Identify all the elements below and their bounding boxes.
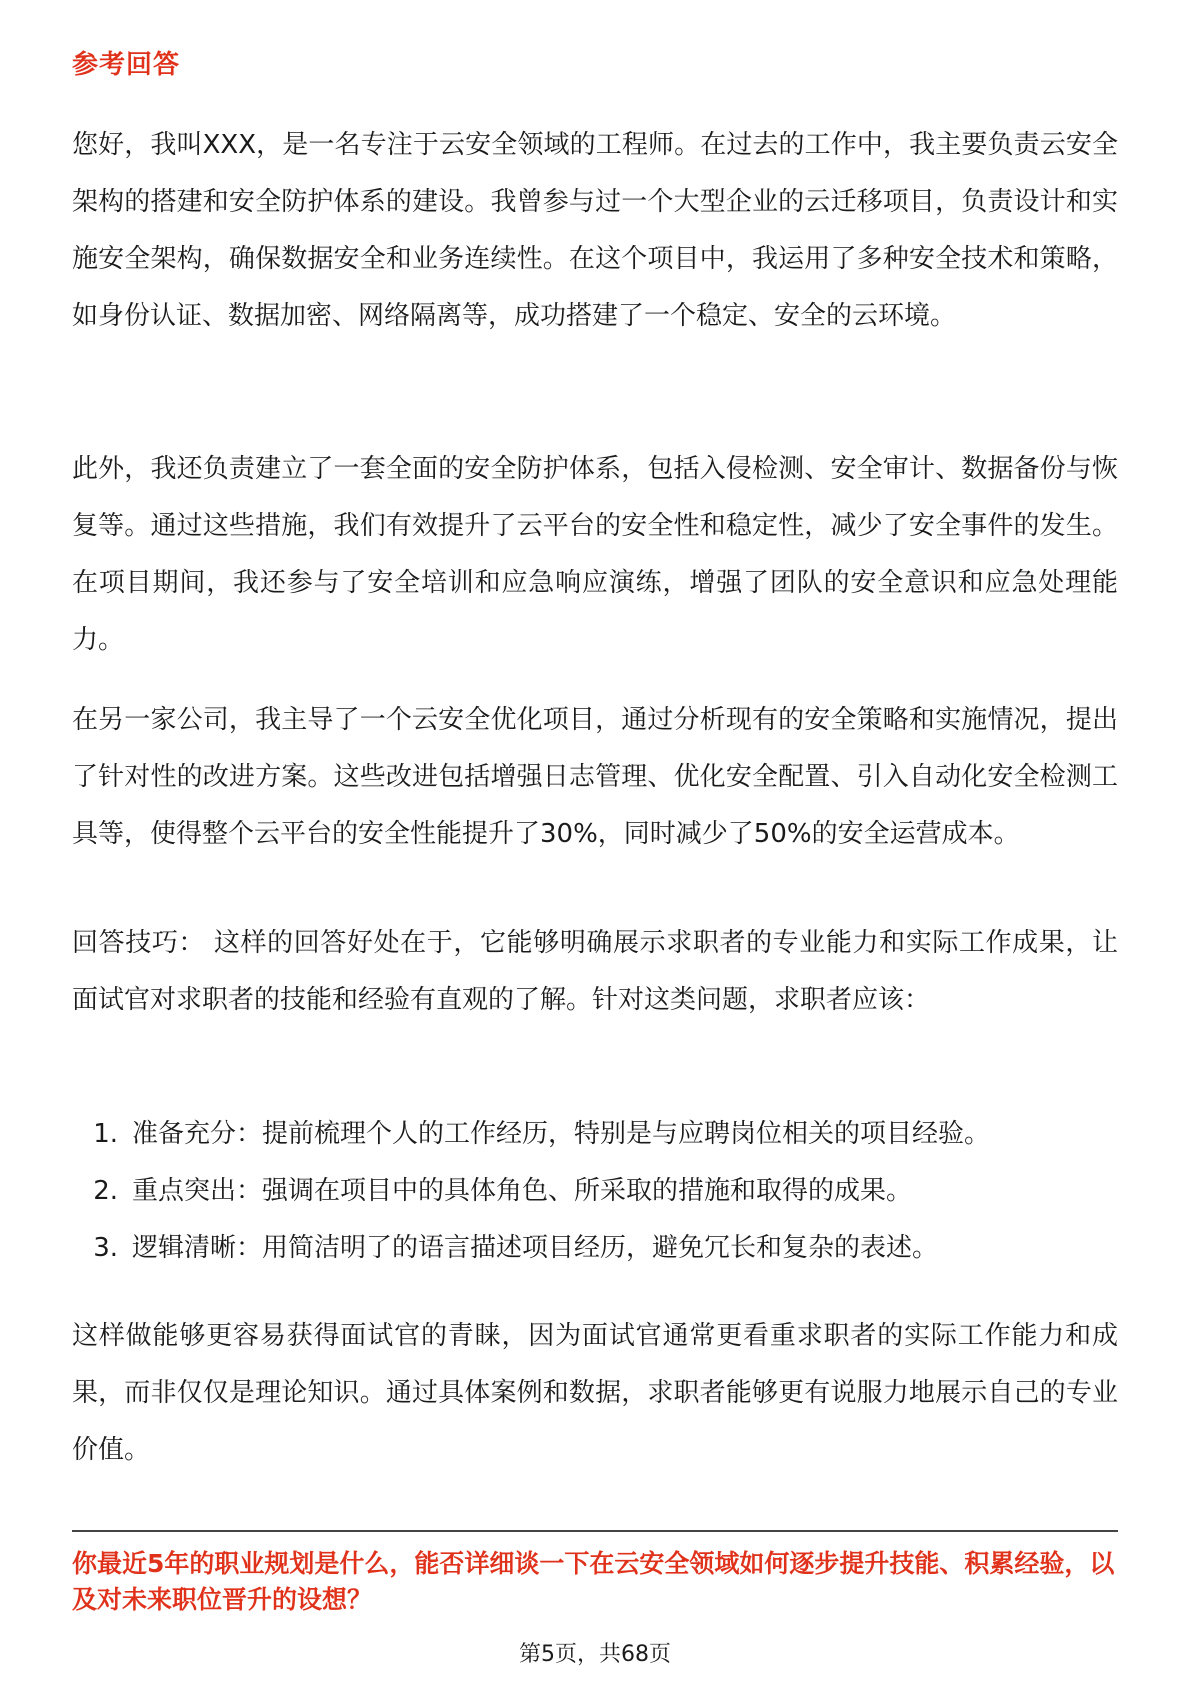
section-title: 参考回答	[72, 50, 181, 80]
answer-paragraph-1: 您好，我叫XXX，是一名专注于云安全领域的工程师。在过去的工作中，我主要负责云安全架构的搭建和安全防护体系的建设。我曾参与过一个大型企业的云迁移项目，负责设计和实施安全架构，确保数据安全和业务连续性。在这个项目中，我运用了多种安全技术和策略，如身份认证、数据加密、网络隔离等，成功搭建了一个稳定、安全的云环境。	[72, 130, 1118, 331]
next-question: 你最近5年的职业规划是什么，能否详细谈一下在云安全领域如何逐步提升技能、积累经验，以及对未来职位晋升的设想？	[72, 1549, 1115, 1614]
list-item	[72, 1220, 1118, 1277]
list-item-text: 准备充分：提前梳理个人的工作经历，特别是与应聘岗位相关的项目经验。	[132, 1119, 991, 1149]
document-page	[72, 0, 1118, 1684]
answer-tips-intro: 回答技巧： 这样的回答好处在于，它能够明确展示求职者的专业能力和实际工作成果，让面试官对求职者的技能和经验有直观的了解。针对这类问题，求职者应该：	[72, 928, 1118, 1015]
answer-paragraph-2: 此外，我还负责建立了一套全面的安全防护体系，包括入侵检测、安全审计、数据备份与恢复等。通过这些措施，我们有效提升了云平台的安全性和稳定性，减少了安全事件的发生。在项目期间，我还参与了安全培训和应急响应演练，增强了团队的安全意识和应急处理能力。	[72, 454, 1118, 655]
list-item	[72, 1163, 1118, 1220]
page-number: 第5页，共68页	[519, 1642, 671, 1667]
list-item-number: 3.	[93, 1233, 118, 1263]
list-item-number: 1.	[93, 1119, 118, 1149]
answer-conclusion: 这样做能够更容易获得面试官的青睐，因为面试官通常更看重求职者的实际工作能力和成果，而非仅仅是理论知识。通过具体案例和数据，求职者能够更有说服力地展示自己的专业价值。	[72, 1321, 1118, 1465]
answer-paragraph-3: 在另一家公司，我主导了一个云安全优化项目，通过分析现有的安全策略和实施情况，提出了针对性的改进方案。这些改进包括增强日志管理、优化安全配置、引入自动化安全检测工具等，使得整个云平台的安全性能提升了30%，同时减少了50%的安全运营成本。	[72, 705, 1118, 849]
tips-list	[72, 1106, 1118, 1277]
section-divider	[72, 1530, 1118, 1532]
list-item-text: 重点突出：强调在项目中的具体角色、所采取的措施和取得的成果。	[132, 1176, 913, 1206]
list-item-number: 2.	[93, 1176, 118, 1206]
list-item-text: 逻辑清晰：用简洁明了的语言描述项目经历，避免冗长和复杂的表述。	[132, 1233, 939, 1263]
list-item	[72, 1106, 1118, 1163]
